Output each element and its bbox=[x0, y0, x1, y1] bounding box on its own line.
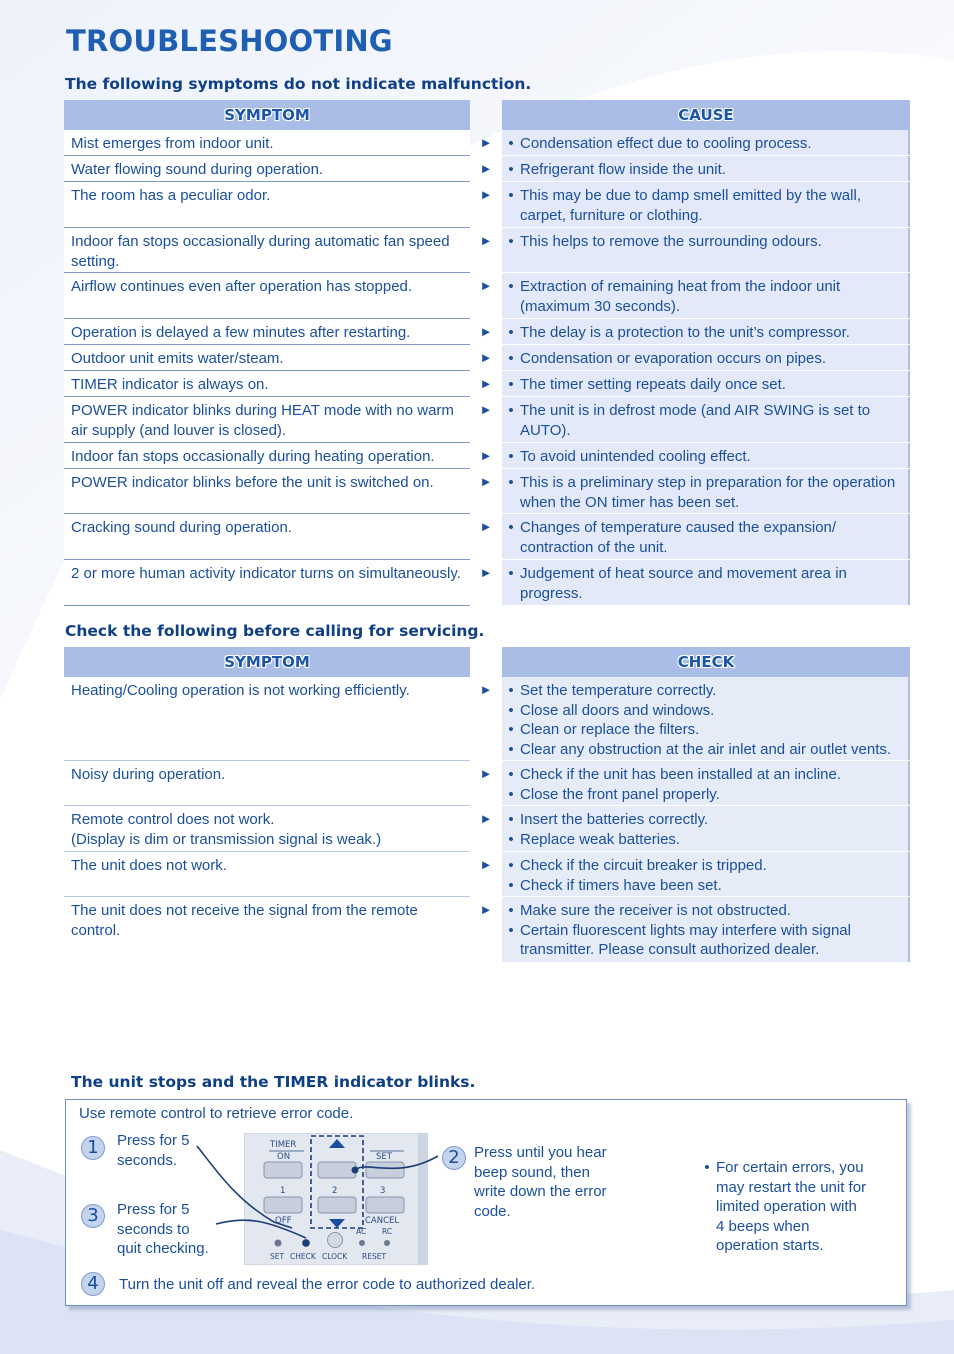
symptom-cell: The unit does not receive the signal from the remote control. bbox=[64, 897, 470, 963]
table-row bbox=[64, 371, 910, 397]
step-1-text: Press for 5 seconds. bbox=[117, 1132, 190, 1169]
cause-item bbox=[502, 349, 906, 369]
cause-text: Judgement of heat source and movement area in progress. bbox=[520, 565, 847, 602]
bullet: • bbox=[508, 565, 514, 582]
step-3-text: Press for 5 seconds to quit checking. bbox=[117, 1201, 209, 1258]
check-item bbox=[502, 810, 906, 830]
step-number-2: 2 bbox=[442, 1146, 466, 1170]
check-text: Close the front panel properly. bbox=[520, 785, 720, 803]
bullet: • bbox=[508, 161, 514, 178]
arrow-icon: ► bbox=[479, 519, 493, 534]
cause-text: Condensation or evaporation occurs on pipes. bbox=[520, 350, 827, 367]
error-note-text: For certain errors, you may restart the unit for limited operation with 4 beeps when operation starts. bbox=[716, 1159, 867, 1255]
callout-dot-step-2 bbox=[352, 1167, 359, 1174]
bullet: • bbox=[508, 857, 514, 874]
error-code-heading: The unit stops and the TIMER indicator blinks. bbox=[71, 1073, 476, 1091]
arrow-icon: ► bbox=[479, 376, 493, 391]
cell-edge bbox=[908, 806, 910, 851]
cause-cell bbox=[502, 156, 910, 182]
check-text: Clear any obstruction at the air inlet and air outlet vents. bbox=[520, 740, 892, 758]
symptom-cell: POWER indicator blinks during HEAT mode with no warm air supply (and louver is closed). bbox=[64, 397, 470, 443]
cause-cell bbox=[502, 469, 910, 514]
callout-lines bbox=[66, 1100, 908, 1307]
arrow-icon: ► bbox=[479, 278, 493, 293]
bullet: • bbox=[508, 324, 514, 341]
symptom-cell: Water flowing sound during operation. bbox=[64, 156, 470, 182]
cell-edge bbox=[908, 130, 910, 155]
check-text: Insert the batteries correctly. bbox=[520, 811, 709, 828]
remote-label-1: 1 bbox=[280, 1186, 286, 1196]
bullet: • bbox=[704, 1159, 710, 1176]
remote-label-check: CHECK bbox=[290, 1252, 316, 1261]
bullet: • bbox=[508, 278, 514, 295]
table-row bbox=[64, 228, 910, 273]
check-text: Certain fluorescent lights may interfere with signal transmitter. Please consult authorized dealer. bbox=[520, 921, 851, 959]
check-text: Make sure the receiver is not obstructed. bbox=[520, 902, 791, 919]
table-row bbox=[64, 319, 910, 345]
arrow-icon: ► bbox=[479, 402, 493, 417]
remote-label-2: 2 bbox=[332, 1186, 338, 1196]
bullet: • bbox=[508, 876, 514, 894]
table-row bbox=[64, 182, 910, 228]
check-item bbox=[502, 681, 906, 701]
cause-cell bbox=[502, 514, 910, 560]
bullet: • bbox=[508, 448, 514, 465]
check-text: Check if the circuit breaker is tripped. bbox=[520, 857, 767, 874]
step-number-3: 3 bbox=[81, 1204, 105, 1228]
step-number-1: 1 bbox=[81, 1136, 105, 1160]
bullet: • bbox=[508, 811, 514, 828]
cause-cell bbox=[502, 182, 910, 228]
remote-label-set: SET bbox=[376, 1152, 392, 1162]
cause-item bbox=[502, 134, 906, 154]
cell-edge bbox=[908, 371, 910, 396]
check-cell bbox=[502, 852, 910, 897]
table-row bbox=[64, 897, 910, 963]
cause-text: This may be due to damp smell emitted by the wall, carpet, furniture or clothing. bbox=[520, 187, 861, 224]
bullet: • bbox=[508, 376, 514, 393]
check-text: Replace weak batteries. bbox=[520, 830, 681, 848]
arrow-icon: ► bbox=[479, 766, 493, 781]
error-intro-text: Use remote control to retrieve error code. bbox=[79, 1105, 354, 1122]
bullet: • bbox=[508, 187, 514, 204]
cell-edge bbox=[908, 852, 910, 896]
cell-edge bbox=[908, 469, 910, 513]
cause-item bbox=[502, 518, 906, 557]
table-row bbox=[64, 852, 910, 897]
page-title: TROUBLESHOOTING bbox=[66, 24, 393, 58]
check-item bbox=[502, 830, 906, 850]
cell-edge bbox=[908, 182, 910, 227]
bullet: • bbox=[508, 350, 514, 367]
arrow-icon: ► bbox=[479, 857, 493, 872]
check-item bbox=[502, 921, 906, 960]
remote-label-set-small: SET bbox=[270, 1252, 285, 1261]
bullet: • bbox=[508, 740, 514, 758]
step-number-4: 4 bbox=[81, 1272, 105, 1296]
arrow-icon: ► bbox=[479, 448, 493, 463]
cause-item bbox=[502, 447, 906, 467]
symptom-cell: POWER indicator blinks before the unit is switched on. bbox=[64, 469, 470, 514]
remote-label-off: OFF bbox=[275, 1216, 292, 1226]
cell-edge bbox=[908, 228, 910, 272]
arrow-icon: ► bbox=[479, 187, 493, 202]
symptom-cell: Heating/Cooling operation is not working efficiently. bbox=[64, 677, 470, 761]
step-2-text: Press until you hear beep sound, then write down the error code. bbox=[474, 1144, 607, 1220]
cause-item bbox=[502, 160, 906, 180]
arrow-icon: ► bbox=[479, 902, 493, 917]
check-item bbox=[502, 901, 906, 921]
table-row bbox=[64, 345, 910, 371]
symptom-cell: Indoor fan stops occasionally during heating operation. bbox=[64, 443, 470, 469]
step-4-text: Turn the unit off and reveal the error code to authorized dealer. bbox=[119, 1276, 536, 1293]
symptom-check-rows bbox=[64, 677, 910, 963]
check-item bbox=[502, 765, 906, 785]
symptom-cell: Noisy during operation. bbox=[64, 761, 470, 806]
arrow-icon: ► bbox=[479, 350, 493, 365]
arrow-icon: ► bbox=[479, 565, 493, 580]
check-item bbox=[502, 785, 906, 805]
cell-edge bbox=[908, 397, 910, 442]
symptom-cause-rows bbox=[64, 130, 910, 606]
cause-text: Changes of temperature caused the expansion/ contraction of the unit. bbox=[520, 519, 837, 556]
cause-item bbox=[502, 564, 906, 603]
check-item bbox=[502, 876, 906, 896]
symptom-cell: The room has a peculiar odor. bbox=[64, 182, 470, 228]
cell-edge bbox=[908, 560, 910, 605]
cause-text: Condensation effect due to cooling process. bbox=[520, 135, 812, 152]
symptom-column-header: SYMPTOM bbox=[64, 100, 470, 130]
remote-label-cancel: CANCEL bbox=[365, 1216, 400, 1226]
table-row bbox=[64, 677, 910, 761]
symptom-cell: Mist emerges from indoor unit. bbox=[64, 130, 470, 156]
servicing-heading: Check the following before calling for servicing. bbox=[65, 622, 485, 640]
cause-cell bbox=[502, 397, 910, 443]
cause-cell bbox=[502, 371, 910, 397]
check-text: Close all doors and windows. bbox=[520, 701, 715, 719]
cause-cell bbox=[502, 443, 910, 469]
symptom-check-table bbox=[64, 647, 910, 963]
no-malfunction-heading: The following symptoms do not indicate malfunction. bbox=[65, 75, 532, 93]
symptom-cell: The unit does not work. bbox=[64, 852, 470, 897]
table-row bbox=[64, 806, 910, 852]
arrow-icon: ► bbox=[479, 811, 493, 826]
cause-text: The unit is in defrost mode (and AIR SWING is set to AUTO). bbox=[520, 402, 871, 439]
arrow-icon: ► bbox=[479, 135, 493, 150]
table-row bbox=[64, 273, 910, 319]
cause-item bbox=[502, 473, 906, 512]
remote-label-ac: AC bbox=[356, 1227, 367, 1236]
bullet: • bbox=[508, 474, 514, 491]
check-item bbox=[502, 740, 906, 760]
remote-label-on: ON bbox=[277, 1152, 291, 1162]
symptom-cell bbox=[64, 806, 470, 852]
table-row bbox=[64, 397, 910, 443]
cell-edge bbox=[908, 156, 910, 181]
arrow-icon: ► bbox=[479, 233, 493, 248]
check-item bbox=[502, 701, 906, 721]
table-row bbox=[64, 560, 910, 606]
cause-column-header: CAUSE bbox=[502, 100, 910, 130]
cause-cell bbox=[502, 560, 910, 606]
cause-cell bbox=[502, 228, 910, 273]
bullet: • bbox=[508, 682, 514, 699]
remote-label-timer: TIMER bbox=[270, 1140, 297, 1150]
symptom-cell: Cracking sound during operation. bbox=[64, 514, 470, 560]
table-row bbox=[64, 443, 910, 469]
symptom-line: (Display is dim or transmission signal is weak.) bbox=[71, 830, 382, 848]
symptom-cell: Airflow continues even after operation has stopped. bbox=[64, 273, 470, 319]
cell-edge bbox=[908, 514, 910, 559]
check-text: Check if the unit has been installed at an incline. bbox=[520, 766, 842, 783]
symptom-cell: 2 or more human activity indicator turns on simultaneously. bbox=[64, 560, 470, 606]
bullet: • bbox=[508, 902, 514, 919]
check-cell bbox=[502, 677, 910, 761]
arrow-icon: ► bbox=[479, 161, 493, 176]
cause-text: The timer setting repeats daily once set. bbox=[520, 376, 786, 393]
symptom-cell: TIMER indicator is always on. bbox=[64, 371, 470, 397]
error-code-panel bbox=[65, 1099, 907, 1306]
cause-item bbox=[502, 186, 906, 225]
symptom-cell: Outdoor unit emits water/steam. bbox=[64, 345, 470, 371]
check-cell bbox=[502, 761, 910, 806]
cause-text: Extraction of remaining heat from the indoor unit (maximum 30 seconds). bbox=[520, 278, 841, 315]
callout-line-step-3 bbox=[216, 1220, 306, 1238]
bullet: • bbox=[508, 402, 514, 419]
cell-edge bbox=[908, 443, 910, 468]
arrow-icon: ► bbox=[479, 474, 493, 489]
cause-text: The delay is a protection to the unit’s compressor. bbox=[520, 324, 850, 341]
cause-text: This is a preliminary step in preparation for the operation when the ON timer has been set. bbox=[520, 474, 896, 511]
table-row bbox=[64, 130, 910, 156]
check-item bbox=[502, 856, 906, 876]
cause-item bbox=[502, 375, 906, 395]
table-header bbox=[64, 100, 910, 130]
callout-line-step-2 bbox=[355, 1156, 438, 1170]
symptom-cause-table bbox=[64, 100, 910, 606]
symptom-cell: Indoor fan stops occasionally during automatic fan speed setting. bbox=[64, 228, 470, 273]
cell-edge bbox=[908, 897, 910, 962]
arrow-icon: ► bbox=[479, 682, 493, 697]
bullet: • bbox=[508, 785, 514, 803]
remote-label-clock: CLOCK bbox=[322, 1252, 348, 1261]
check-text: Clean or replace the filters. bbox=[520, 721, 700, 739]
cause-item bbox=[502, 401, 906, 440]
bullet: • bbox=[508, 233, 514, 250]
cell-edge bbox=[908, 273, 910, 318]
check-item bbox=[502, 720, 906, 740]
bullet: • bbox=[508, 921, 514, 939]
table-row bbox=[64, 761, 910, 806]
bullet: • bbox=[508, 519, 514, 536]
cause-cell bbox=[502, 345, 910, 371]
cell-edge bbox=[908, 677, 910, 760]
cause-text: This helps to remove the surrounding odours. bbox=[520, 233, 822, 250]
bullet: • bbox=[508, 701, 514, 719]
table-row bbox=[64, 156, 910, 182]
cause-cell bbox=[502, 130, 910, 156]
check-cell bbox=[502, 897, 910, 963]
remote-label-3: 3 bbox=[380, 1186, 386, 1196]
cell-edge bbox=[908, 319, 910, 344]
check-text: Check if timers have been set. bbox=[520, 876, 722, 894]
cause-cell bbox=[502, 319, 910, 345]
bullet: • bbox=[508, 721, 514, 739]
arrow-icon: ► bbox=[479, 324, 493, 339]
table-row bbox=[64, 469, 910, 514]
bullet: • bbox=[508, 766, 514, 783]
bullet: • bbox=[508, 135, 514, 152]
cause-item bbox=[502, 232, 906, 252]
cause-text: To avoid unintended cooling effect. bbox=[520, 448, 751, 465]
table-row bbox=[64, 514, 910, 560]
cell-edge bbox=[908, 761, 910, 805]
cause-cell bbox=[502, 273, 910, 319]
symptom-line: Remote control does not work. bbox=[71, 811, 275, 828]
cause-item bbox=[502, 277, 906, 316]
check-column-header: CHECK bbox=[502, 647, 910, 677]
check-cell bbox=[502, 806, 910, 852]
callout-dot-check bbox=[303, 1240, 310, 1247]
cell-edge bbox=[908, 345, 910, 370]
symptom-cell: Operation is delayed a few minutes after restarting. bbox=[64, 319, 470, 345]
check-text: Set the temperature correctly. bbox=[520, 682, 717, 699]
callout-line-step-1 bbox=[197, 1146, 292, 1228]
bullet: • bbox=[508, 830, 514, 848]
table-header bbox=[64, 647, 910, 677]
remote-label-reset: RESET bbox=[362, 1252, 387, 1261]
remote-label-rc: RC bbox=[382, 1227, 393, 1236]
symptom-column-header: SYMPTOM bbox=[64, 647, 470, 677]
cause-item bbox=[502, 323, 906, 343]
cause-text: Refrigerant flow inside the unit. bbox=[520, 161, 726, 178]
